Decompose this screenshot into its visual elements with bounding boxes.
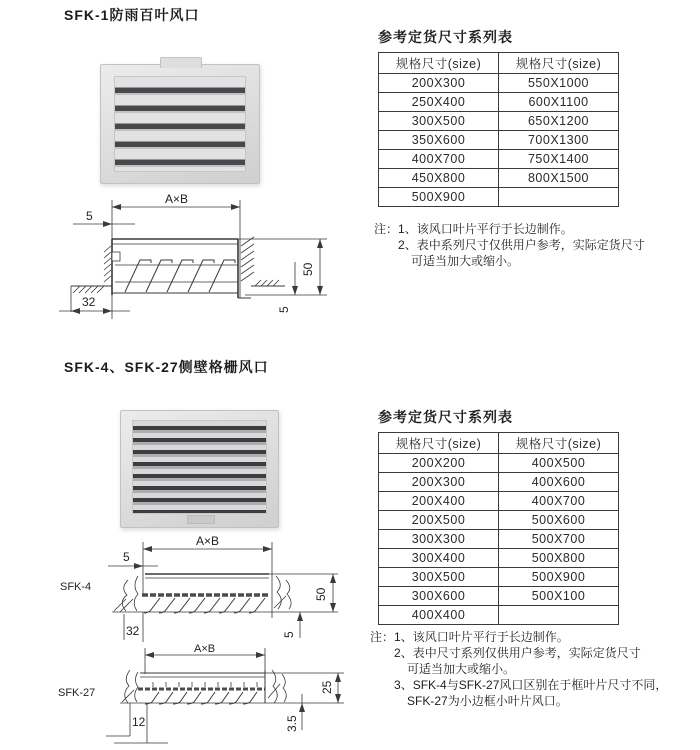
table-row [379,93,619,112]
dim-label-50: 50 [301,262,315,276]
dim-label-32: 32 [126,624,140,638]
size-cell: 500X900 [499,568,619,587]
table-row [379,492,619,511]
dim-label-axb: A×B [196,534,220,548]
notes-label: 注： [374,222,399,236]
table-row [379,549,619,568]
notes-body [398,221,645,269]
size-cell: 200X400 [379,492,499,511]
size-cell: 400X500 [499,454,619,473]
dim-label-3-5: 3.5 [285,715,299,732]
sfk1-notes [374,221,645,269]
size-cell: 300X500 [379,568,499,587]
note-line: 1、该风口叶片平行于长边制作。 [394,630,569,644]
size-cell: 750X1400 [499,150,619,169]
dim-label-50: 50 [314,587,328,601]
size-column-header: 规格尺寸(size) [499,53,619,74]
size-cell: 550X1000 [499,74,619,93]
dim-label-25: 25 [320,680,334,694]
size-cell: 650X1200 [499,112,619,131]
table-row [379,188,619,207]
table-row [379,606,619,625]
size-cell: 200X200 [379,454,499,473]
size-cell: 200X300 [379,473,499,492]
size-cell: 400X700 [379,150,499,169]
louver-slats [114,76,246,172]
note-line: 可适当加大或缩小。 [407,662,516,676]
size-cell: 500X800 [499,549,619,568]
table-row [379,150,619,169]
table-row [379,131,619,150]
dim-label-axb: A×B [194,643,216,655]
dim-label-5-bottom: 5 [277,306,291,313]
size-cell: 200X300 [379,74,499,93]
note-line: SFK-27为小边框小叶片风口。 [407,694,568,708]
sfk4-section-drawing [50,534,360,646]
size-cell: 800X1500 [499,169,619,188]
dim-label-32: 32 [82,295,96,309]
table-title: 参考定货尺寸系列表 [378,409,513,425]
table-row [379,74,619,93]
sfk4-product-photo [120,410,279,528]
table-row [379,473,619,492]
table-title: 参考定货尺寸系列表 [378,29,513,45]
size-cell: 300X500 [379,112,499,131]
notes-body [394,629,667,709]
photo-name-plate [187,515,215,524]
size-cell: 600X1100 [499,93,619,112]
size-column-header: 规格尺寸(size) [499,433,619,454]
dim-label-5-top: 5 [86,209,93,223]
table-row [379,587,619,606]
grille-slats [132,420,267,514]
size-column-header: 规格尺寸(size) [379,53,499,74]
size-cell: 400X700 [499,492,619,511]
note-line: 3、SFK-4与SFK-27风口区别在于框叶片尺寸不同， [394,678,668,692]
sfk1-product-photo [100,64,260,184]
size-cell: 200X500 [379,511,499,530]
note-line: 2、表中尺寸系列仅供用户参考，实际定货尺寸 [394,646,641,660]
size-cell: 500X100 [499,587,619,606]
sfk4-size-table [378,432,619,625]
table-row [379,169,619,188]
section1-title: SFK-1防雨百叶风口 [64,7,200,23]
size-cell: 500X700 [499,530,619,549]
table-header-row [379,53,619,74]
sfk1-section-drawing [55,192,355,334]
drawing-label-sfk27: SFK-27 [58,687,96,699]
size-cell: 250X400 [379,93,499,112]
size-cell: 350X600 [379,131,499,150]
size-cell [499,606,619,625]
size-cell: 450X800 [379,169,499,188]
size-cell: 500X900 [379,188,499,207]
table-header-row [379,433,619,454]
dim-label-12: 12 [132,715,146,729]
size-cell: 400X600 [499,473,619,492]
size-cell [499,188,619,207]
note-line: 可适当加大或缩小。 [411,254,520,268]
sfk4-notes [370,629,667,709]
note-line: 2、表中系列尺寸仅供用户参考，实际定货尺寸 [398,238,645,252]
sfk27-section-drawing [50,643,360,748]
size-cell: 300X300 [379,530,499,549]
drawing-label-sfk4: SFK-4 [60,581,92,593]
size-cell: 500X600 [499,511,619,530]
note-line: 1、该风口叶片平行于长边制作。 [398,222,573,236]
table-row [379,568,619,587]
dim-label-5-top: 5 [123,550,130,564]
notes-label: 注： [370,630,395,644]
dim-label-5-bottom: 5 [282,631,296,638]
dim-label-axb: A×B [165,192,189,206]
sfk4-size-table-block [378,407,618,625]
photo-mount-tab [160,57,202,68]
table-row [379,511,619,530]
section2-title: SFK-4、SFK-27侧壁格栅风口 [64,359,269,375]
table-row [379,454,619,473]
table-row [379,112,619,131]
size-column-header: 规格尺寸(size) [379,433,499,454]
size-cell: 300X600 [379,587,499,606]
size-cell: 700X1300 [499,131,619,150]
sfk1-size-table [378,52,619,207]
size-cell: 400X400 [379,606,499,625]
table-row [379,530,619,549]
size-cell: 300X400 [379,549,499,568]
sfk1-size-table-block [378,27,618,207]
